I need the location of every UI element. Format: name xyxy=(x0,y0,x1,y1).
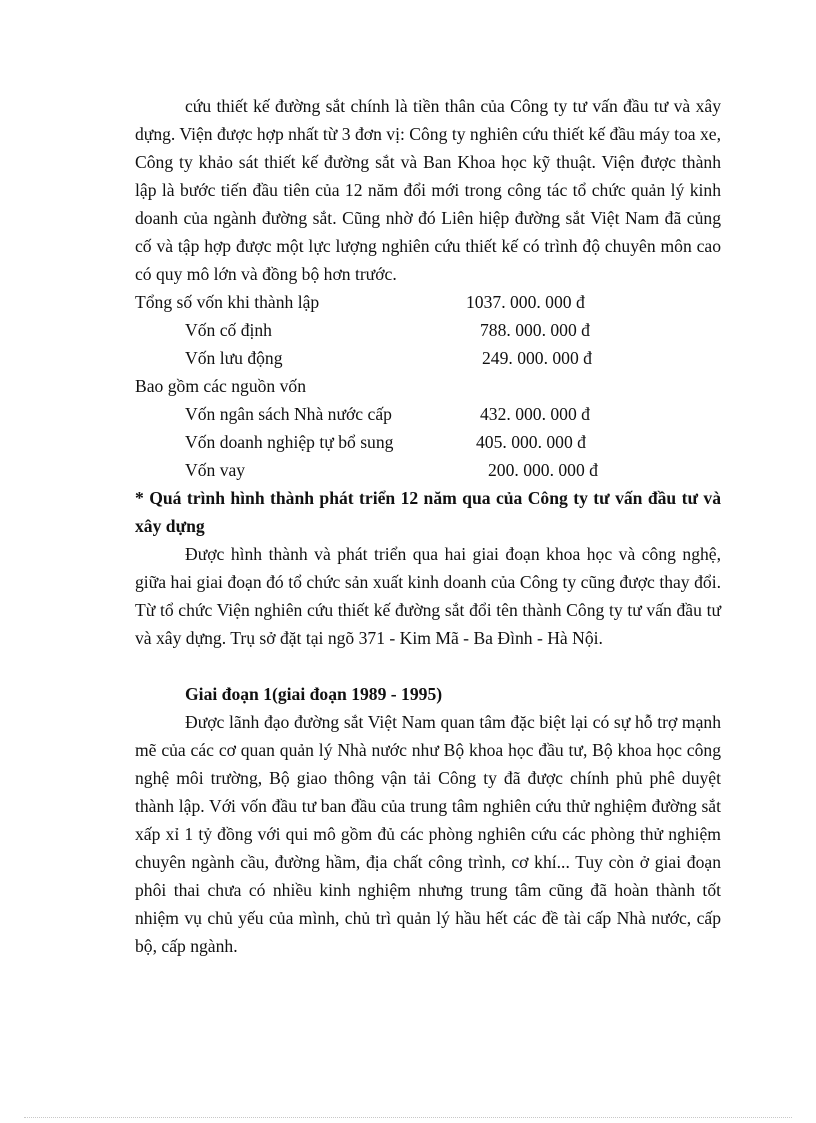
capital-working-label: Vốn lưu động xyxy=(185,348,283,368)
capital-fixed-label: Vốn cố định xyxy=(185,320,272,340)
capital-loan-value: 200. 000. 000 đ xyxy=(488,460,598,480)
capital-loan-label: Vốn vay xyxy=(185,460,246,480)
capital-total-label: Tổng số vốn khi thành lập xyxy=(135,292,320,312)
intro-paragraph: cứu thiết kế đường sắt chính là tiền thân của Công ty tư vấn đầu tư và xây dựng. Viện được hợp nhất từ 3 đơn vị: Công ty nghiên cứu thiết kế đầu máy toa xe, Công ty khảo sát thiết kế đường sắt và Ban Khoa học kỹ thuật. Viện được thành lập là bước tiến đầu tiên của 12 năm đổi mới trong công tác tổ chức quản lý kinh doanh của ngành đường sắt. Cũng nhờ đó Liên hiệp đường sắt Việt Nam đã củng cố và tập hợp được một lực lượng nghiên cứu thiết kế có trình độ chuyên môn cao có quy mô lớn và đồng bộ hơn trước. xyxy=(135,96,721,284)
capital-budget-row xyxy=(135,400,721,428)
page-bottom-rule xyxy=(24,1117,792,1118)
capital-sources-row xyxy=(135,372,721,400)
capital-self-label: Vốn doanh nghiệp tự bổ sung xyxy=(185,432,394,452)
stage1-title: Giai đoạn 1(giai đoạn 1989 - 1995) xyxy=(185,684,443,704)
document-page xyxy=(135,92,721,960)
capital-table xyxy=(135,288,721,484)
capital-budget-label: Vốn ngân sách Nhà nước cấp xyxy=(185,404,392,424)
capital-total-value: 1037. 000. 000 đ xyxy=(466,292,585,312)
capital-working-row xyxy=(135,344,721,372)
capital-budget-value: 432. 000. 000 đ xyxy=(480,404,590,424)
capital-fixed-row xyxy=(135,316,721,344)
capital-total-row xyxy=(135,288,721,316)
capital-fixed-value: 788. 000. 000 đ xyxy=(480,320,590,340)
stage1-paragraph: Được lãnh đạo đường sắt Việt Nam quan tâm đặc biệt lại có sự hỗ trợ mạnh mẽ của các cơ quan quản lý Nhà nước như Bộ khoa học đầu tư, Bộ khoa học công nghệ môi trường, Bộ giao thông vận tải Công ty đã được chính phủ phê duyệt thành lập. Với vốn đầu tư ban đầu của trung tâm nghiên cứu thử nghiệm đường sắt xấp xỉ 1 tỷ đồng với qui mô gồm đủ các phòng nghiên cứu các phòng thử nghiệm chuyên ngành cầu, đường hầm, địa chất công trình, cơ khí... Tuy còn ở giai đoạn phôi thai chưa có nhiều kinh nghiệm nhưng trung tâm cũng đã hoàn thành tốt nhiệm vụ chủ yếu của mình, chủ trì quản lý hầu hết các đề tài cấp Nhà nước, cấp bộ, cấp ngành. xyxy=(135,712,721,956)
capital-self-value: 405. 000. 000 đ xyxy=(476,432,586,452)
section-heading: * Quá trình hình thành phát triển 12 năm qua của Công ty tư vấn đầu tư và xây dựng xyxy=(135,488,721,536)
history-paragraph: Được hình thành và phát triển qua hai giai đoạn khoa học và công nghệ, giữa hai giai đoạn đó tổ chức sản xuất kinh doanh của Công ty cũng được thay đổi. Từ tổ chức Viện nghiên cứu thiết kế đường sắt đổi tên thành Công ty tư vấn đầu tư và xây dựng. Trụ sở đặt tại ngõ 371 - Kim Mã - Ba Đình - Hà Nội. xyxy=(135,544,721,648)
capital-self-row xyxy=(135,428,721,456)
capital-loan-row xyxy=(135,456,721,484)
capital-working-value: 249. 000. 000 đ xyxy=(482,348,592,368)
capital-sources-label: Bao gồm các nguồn vốn xyxy=(135,376,307,396)
